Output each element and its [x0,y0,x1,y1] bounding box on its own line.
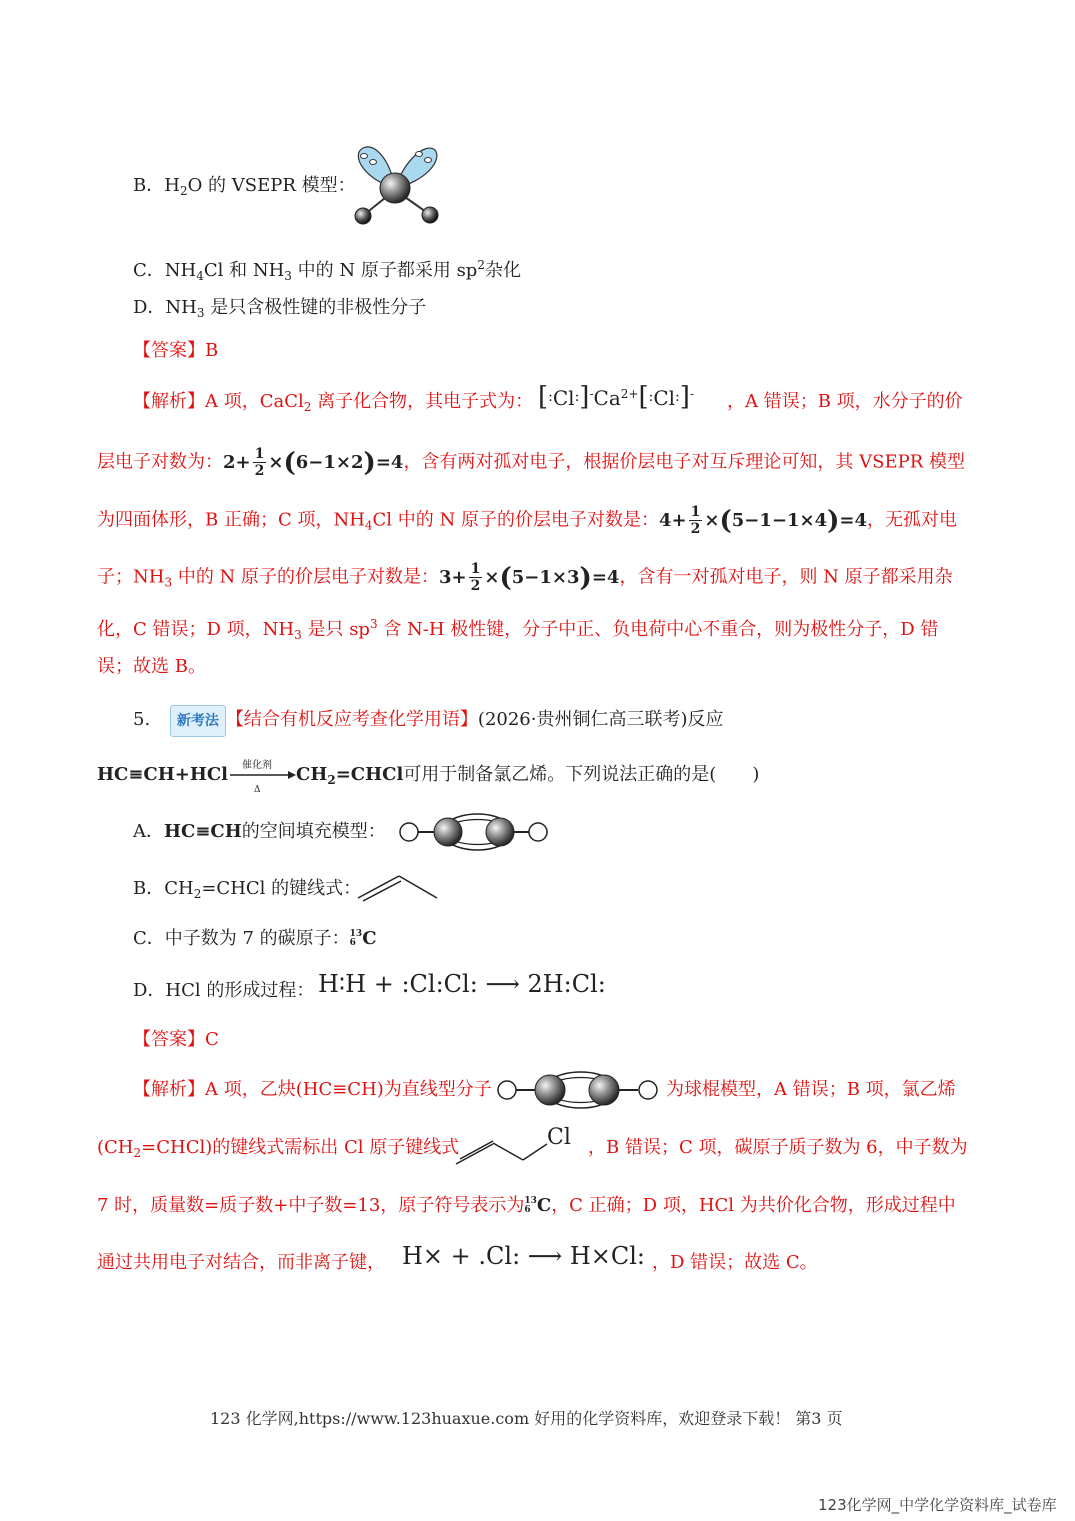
q4-analysis-line-1-end: ，A 错误；B 项，水分子的价 [727,391,963,412]
watermark-text: 123化学网_中学化学资料库_试卷库 [818,1496,1057,1514]
hcl-formation-lewis-analysis: H× + .Cl: ⟶ H×Cl: [402,1242,645,1270]
q5-equation-line: HC≡CH+HCl 催化剂 Δ $CH_2=CHCl$可用于制备氯乙烯。下列说法正确的是( ) [97,760,760,795]
cl-atom-label: Cl [547,1125,571,1150]
q5-analysis-line-3: 7 时，质量数=质子数+中子数=13，原子符号表示为 13 6 C，C 正确；D 项，HCl 为共价化合物，形成过程中 [97,1195,956,1216]
acetylene-model-analysis-image [496,1071,664,1109]
acetylene-model-a-image [398,813,553,851]
q5-option-d: D．HCl 的形成过程： [133,980,315,1001]
reaction-arrow: 催化剂 Δ [228,765,296,785]
q4-analysis-line-2: 层电子对数为：2+ $\frac{1}{2}$ ×(6−1×2)=4，含有两对孤对电子，根据价层电子对互斥理论可知，其 VSEPR 模型 [97,446,966,479]
q5-analysis-line-2: $(CH_2=CHCl)$的键线式需标出 Cl 原子键线式 [97,1137,460,1160]
q5-option-c: C．中子数为 7 的碳原子： 13 6 C [133,928,377,949]
isotope-notation: 13 6 [349,929,363,948]
isotope-notation-analysis: 13 6 [524,1196,537,1215]
q4-analysis-line-3: 为四面体形，B 正确；C 项，$NH_4Cl$ 中的 N 原子的价层电子对数是：4+ $\frac{1}{2}$ ×(5−1−1×4)=4，无孤对电 [97,504,958,537]
new-method-badge: 新考法 [170,705,226,737]
q5-option-a: A．HC≡CH的空间填充模型： [133,821,386,842]
hcl-formation-lewis-d: H∶H + :Cl:Cl: ⟶ 2H:Cl: [318,970,606,998]
formula-h2o-pairs: 2+ $\frac{1}{2}$ ×(6−1×2)=4 [223,446,404,479]
q5-tag: 【结合有机反应考查化学用语】 [225,709,478,730]
allyl-chloride-skeletal-image [453,1122,585,1168]
q4-analysis-line-4: 子；$NH_3$ 中的 N 原子的价层电子对数是：3+ $\frac{1}{2}$ ×(5−1×3)=4，含有一对孤对电子，则 N 原子都采用杂 [97,561,953,594]
q5-analysis-line-4-end: ，D 错误；故选 C。 [652,1252,818,1273]
q4-analysis-line-6: 误；故选 B。 [97,656,206,677]
q5-option-b: B．$CH_2=CHCl$ 的键线式： [133,878,362,901]
vinyl-chloride-skeletal-image [355,872,440,902]
question-number: 5. [133,709,151,730]
q5-analysis-line-1: 【解析】A 项，乙炔(HC≡CH)为直线型分子 [133,1079,492,1100]
cacl2-electron-formula: $[^:Cl^:]^-Ca^{2+}[^:Cl^:]^-$ [538,382,694,412]
q4-analysis-line-1: 【解析】A 项，CaCl$_2$ 离子化合物，其电子式为： [133,391,534,414]
formula-nh3-pairs: 3+ $\frac{1}{2}$ ×(5−1×3)=4 [439,561,620,594]
q4-analysis-line-5: 化，C 错误；D 项，$NH_3$ 是只 $sp^3$ 含 N-H 极性键，分子中正、负电荷中心不重合，则为极性分子，D 错 [97,617,939,642]
q4-option-c: C．$NH_4Cl$ 和 $NH_3$ 中的 N 原子都采用 $sp^2$杂化 [133,258,521,283]
q5-header [133,705,724,737]
formula-nh4-pairs: 4+ $\frac{1}{2}$ ×(5−1−1×4)=4 [658,504,868,537]
q4-option-d: D．$NH_3$ 是只含极性键的非极性分子 [133,297,427,320]
q4-answer: 【答案】B [133,340,219,361]
q5-answer: 【答案】C [133,1029,219,1050]
h2o-vsepr-model-image [345,140,445,230]
page-footer: 123 化学网,https://www.123huaxue.com 好用的化学资料库，欢迎登录下载！ 第3 页 [210,1409,843,1428]
q5-source: (2026·贵州铜仁高三联考)反应 [477,709,724,730]
q5-analysis-line-2-end: ，B 错误；C 项，碳原子质子数为 6，中子数为 [588,1137,968,1158]
q4-option-b: B．$H_2O$ 的 VSEPR 模型： [133,175,356,198]
q5-analysis-line-4: 通过共用电子对结合，而非离子键， [97,1252,385,1273]
q5-analysis-line-1-end: 为球棍模型，A 错误；B 项，氯乙烯 [666,1079,956,1100]
